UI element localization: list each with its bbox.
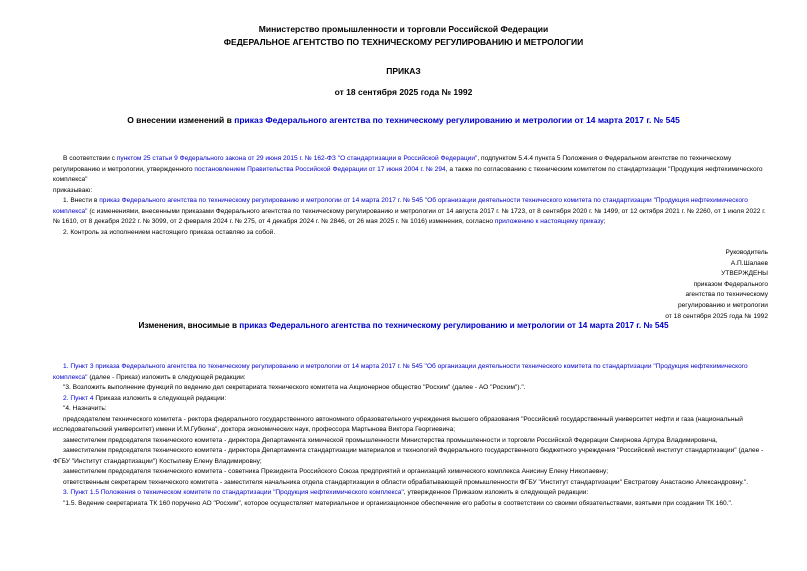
preamble: [53, 154, 769, 238]
preamble-text-2: , подпунктом 5.4.4 пункта 5 Положения о Федеральном агентстве по техническому регулированию и метрологии, утвержденного: [53, 155, 732, 173]
resolution-link[interactable]: постановлением Правительства Российской Федерации от 17 июня 2004 г. № 294: [194, 165, 446, 173]
item-1-text-3: ;: [603, 218, 606, 225]
approval-line-3: регулированию и метрологии: [677, 301, 768, 309]
approval-line-2: агентства по техническому: [685, 291, 768, 299]
signature-block: [665, 248, 768, 322]
approval-line-4: от 18 сентября 2025 года № 1992: [665, 312, 768, 320]
preamble-paragraph: [53, 154, 769, 186]
order-545-link[interactable]: приказ Федерального агентства по техническому регулированию и метрологии от 14 марта 2017 г. № 545 "Об организации деятельности технического комитета по стандартизации "Продукция нефтехимического комплекса": [53, 197, 748, 215]
change-1-link[interactable]: 1. Пункт 3 приказа Федерального агентства по техническому регулированию и метрологии от 14 марта 2017 г. № 545 "Об организации деятельности технического комитета по стандартизации "Продукция нефтехимического комплекса": [53, 363, 748, 381]
preamble-text-3: , а также по согласованию с техническим комитетом по стандартизации "Продукция нефтехимического комплекса": [53, 165, 763, 183]
item-2: 2. Контроль за исполнением настоящего приказа оставляю за собой.: [63, 228, 276, 236]
appendix-link[interactable]: приложению к настоящему приказу: [494, 218, 604, 225]
approval-line-1: приказом Федерального: [693, 280, 768, 288]
document-date-number: от 18 сентября 2025 года № 1992: [334, 87, 473, 97]
item-1: [53, 196, 769, 228]
change-2-quote-5: заместителем председателя технического комитета - советника Президента Российского Союза предприятий и организаций химического комплекса Анисину Елену Николаевну;: [63, 468, 609, 475]
changes-title-link[interactable]: приказ Федерального агентства по техническому регулированию и метрологии от 14 марта 2017 г. № 545: [239, 321, 669, 330]
change-1-text: (далее - Приказ) изложить в следующей редакции:: [87, 373, 246, 381]
ministry-name: Министерство промышленности и торговли Российской Федерации: [258, 24, 549, 34]
change-3: [53, 488, 769, 499]
item-1-text-2: (с изменениями, внесенными приказами Федерального агентства по техническому регулированию и метрологии от 14 августа 2017 г. № 1723, от 8 сентября 2020 г. № 1499, от 12 октября 2021 г. № 2260, от 1 июля 2022 г. № 1610, от 8 декабря 2022 г. № 3099, от 2 февраля 2024 г. № 275, от 4 декабря 2024 г. № 2846, от 26 мая 2025 г. № 1016) изменения, согласно: [53, 207, 766, 225]
change-2-quote-3: заместителем председателя технического комитета - директора Департамента химической промышленности Министерства промышленности и торговли Российской Федерации Смирнова Артура Владимировича,: [63, 436, 718, 444]
change-2-quote-2: председателем технического комитета - ректора федерального государственного автономного образовательного учреждения высшего образования "Российский государственный университет нефти и газа (национальный исследовательский университет) имени И.М.Губкина", доктора экономических наук, профессора Мартынова Виктора Георгиевича;: [53, 415, 743, 433]
change-1: [53, 362, 769, 383]
order-word: приказываю:: [53, 186, 93, 194]
change-2-quote-4: заместителем председателя технического комитета - директора Департамента стандартизации материалов и технологий Федерального государственного бюджетного учреждения "Российский институт стандартизации" (далее - ФГБУ "Институт стандартизации") Костылеву Елену Владимировну;: [53, 447, 764, 465]
change-2-quote-6: ответственным секретарем технического комитета - заместителя начальника отдела стандартизации в области обрабатывающей промышленности ФГБУ "Институт стандартизации" Евстратову Анастасию Александровну.".: [63, 478, 749, 486]
change-2-link[interactable]: 2. Пункт 4: [63, 394, 94, 402]
document-type: ПРИКАЗ: [386, 66, 421, 76]
agency-name: ФЕДЕРАЛЬНОЕ АГЕНТСТВО ПО ТЕХНИЧЕСКОМУ РЕГУЛИРОВАНИЮ И МЕТРОЛОГИИ: [223, 37, 584, 47]
change-3-text: , утвержденное Приказом изложить в следующей редакции:: [403, 489, 589, 496]
changes-title-prefix: Изменения, вносимые в: [138, 321, 240, 330]
title-link[interactable]: приказ Федерального агентства по техническому регулированию и метрологии от 14 марта 2017 г. № 545: [234, 115, 680, 125]
approved-label: УТВЕРЖДЕНЫ: [721, 270, 768, 278]
document-title: [0, 115, 807, 125]
law-link[interactable]: пунктом 25 статьи 9 Федерального закона от 29 июня 2015 г. № 162-ФЗ "О стандартизации в Российской Федерации": [116, 155, 478, 162]
change-1-quote: "3. Возложить выполнение функций по ведению дел секретариата технического комитета на Акционерное общество "Росхим" (далее - АО "Росхим").".: [63, 384, 526, 391]
item-1-text-1: 1. Внести в: [63, 197, 100, 204]
change-2: [53, 394, 769, 405]
change-2-quote-1: "4. Назначить:: [63, 405, 107, 412]
title-prefix: О внесении изменений в: [127, 115, 235, 125]
change-3-link[interactable]: 3. Пункт 1.5 Положения о техническом комитете по стандартизации "Продукция нефтехимического комплекса": [63, 489, 404, 496]
change-3-quote: "1.5. Ведение секретариата ТК 160 поручено АО "Росхим", которое осуществляет материальное и организационное обеспечение его работы в соответствии со своими обязательствами, взятыми при создании ТК 160.".: [63, 499, 733, 507]
changes-title: [0, 321, 807, 330]
preamble-text-1: В соответствии с: [63, 155, 117, 162]
signatory-name: А.П.Шалаев: [730, 259, 768, 267]
changes-body: [53, 362, 769, 509]
signatory-role: Руководитель: [725, 249, 768, 256]
change-2-text: Приказа изложить в следующей редакции:: [93, 394, 227, 402]
